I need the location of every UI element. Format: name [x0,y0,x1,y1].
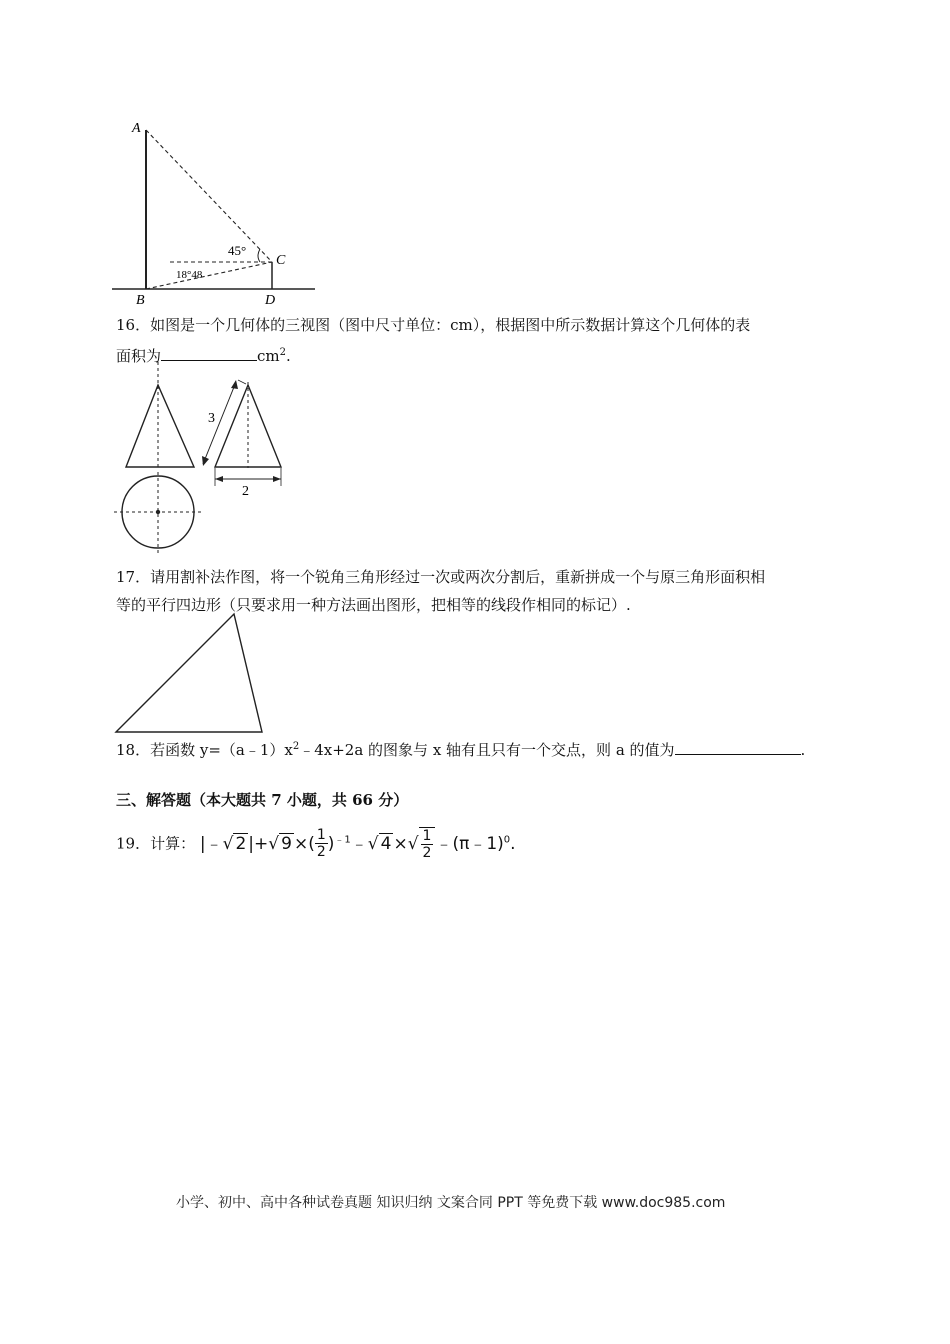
label-d: D [265,293,276,308]
angle-arc [258,249,260,262]
answer-blank-16[interactable] [161,344,257,361]
frac-half-1: $\frac{1}{2}$ [316,827,326,861]
sight-ca [146,130,272,262]
fig17-triangle [112,610,272,736]
angle-1848: 18°48 [176,269,203,281]
q16-line2: 面积为 $cm^2$. [116,339,750,370]
label-a: A [132,121,141,136]
dim-slant-arrow-top [231,380,238,389]
angle-45: 45° [228,243,247,258]
top-view-center [156,510,160,514]
question-19: 19．计算： |﹣√ 2 |+√ 9 ×( $\frac{1}{2}$ )$^{﹣1}$﹣√ 4 ×√ $\frac{1}{2}$ ﹣(π﹣1)$^0$. [116,827,516,861]
question-18: 18．若函数 $y=(a﹣1)x^2﹣4x+2a$ 的图象与 x 轴有且只有一个交点，则 a 的值为 . [116,733,805,764]
frac-half-2: $\frac{1}{2}$ [419,827,436,861]
q19-expression: |﹣√ 2 |+√ 9 ×( $\frac{1}{2}$ )$^{﹣1}$﹣√ 4 ×√ $\frac{1}{2}$ ﹣(π﹣1)$^0$. [199,827,516,861]
section-3-title: 三、解答题（本大题共 7 小题，共 66 分） [116,791,409,809]
acute-triangle [116,614,262,732]
q17-line2: 等的平行四边形（只要求用一种方法画出图形，把相等的线段作相同的标记）. [116,596,631,614]
fig15-diagram [110,118,320,308]
sight-cb [146,262,272,289]
fig16-three-views [110,360,300,560]
answer-blank-18[interactable] [675,738,801,755]
dim-base-label: 2 [242,484,249,499]
dim-slant-ext [238,380,246,384]
label-c: C [276,253,286,268]
label-b: B [136,293,145,308]
page-footer: 小学、初中、高中各种试卷真题 知识归纳 文案合同 PPT 等免费下载 www.doc985.com [176,1195,726,1211]
front-view-triangle [126,385,194,467]
q17-line1: 17．请用割补法作图，将一个锐角三角形经过一次或两次分割后，重新拼成一个与原三角形面积相 [116,568,766,586]
dim-base-arrow-right [273,476,281,482]
q16-line1: 16．如图是一个几何体的三视图（图中尺寸单位：cm），根据图中所示数据计算这个几何体的表 [116,316,751,334]
dim-slant-label: 3 [208,411,215,426]
dim-slant-arrow-bottom [202,456,209,466]
dim-base-arrow-left [215,476,223,482]
